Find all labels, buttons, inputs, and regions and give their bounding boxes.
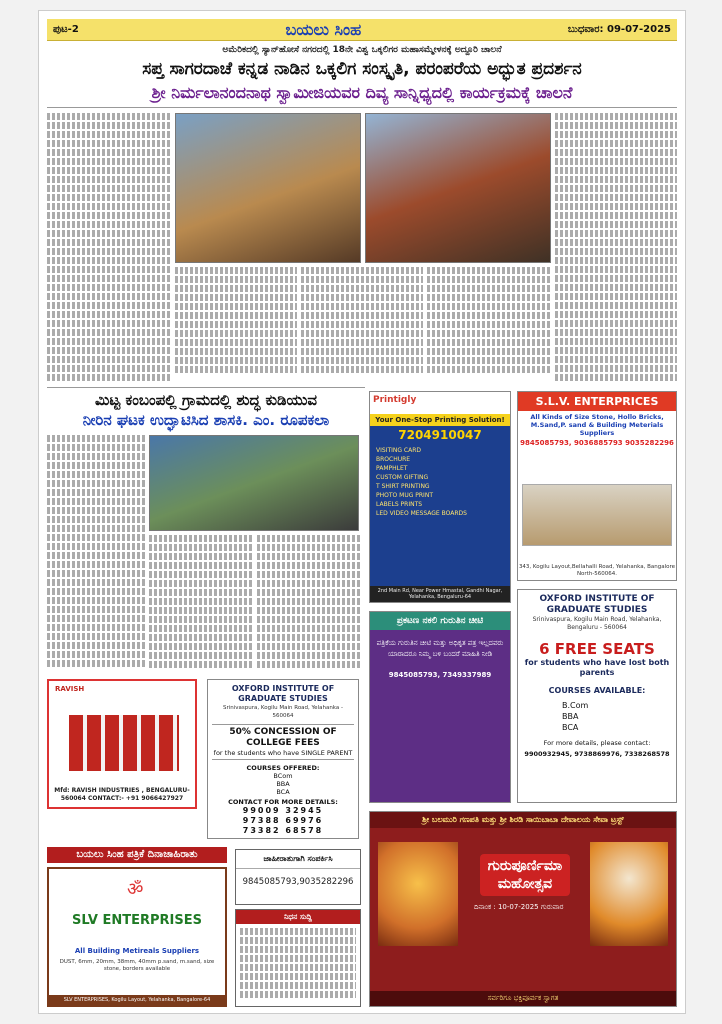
article-column xyxy=(47,435,145,671)
notice-body xyxy=(370,630,510,689)
list-item: BROCHURE xyxy=(376,456,411,463)
slv-footer: SLV ENTERPRISES, Kogilu Layout, Yelahanka, Bangalore-64 xyxy=(49,995,225,1005)
slv-enterprises-bottom-advertisement xyxy=(47,867,227,1007)
printing-advertisement xyxy=(369,391,511,603)
festival-title: ಗುರುಪೂರ್ಣಿಮಾ ಮಹೋತ್ಸವ xyxy=(480,854,570,896)
oxford-advertisement xyxy=(517,589,677,803)
contact-number: 99009 32945 xyxy=(242,806,324,815)
ganesha-image xyxy=(378,842,458,946)
om-icon: ॐ xyxy=(127,879,144,900)
top-story-headline: ಸಪ್ತ ಸಾಗರದಾಚೆ ಕನ್ನಡ ನಾಡಿನ ಒಕ್ಕಲಿಗ ಸಂಸ್ಕೃತಿ, ಪರಂಪರೆಯ ಅದ್ಭುತ ಪ್ರದರ್ಶನ xyxy=(142,59,582,79)
oxford-contact-head: For more details, please contact: xyxy=(543,739,651,747)
paper-title: ಬಯಲು ಸಿಂಹ xyxy=(285,19,362,39)
list-item: CUSTOM GIFTING xyxy=(376,474,429,481)
divider xyxy=(47,107,677,108)
top-story-subheadline: ಶ್ರೀ ನಿರ್ಮಲಾನಂದನಾಥ ಸ್ವಾಮೀಜಿಯವರ ದಿವ್ಯ ಸಾನ್ನಿಧ್ಯದಲ್ಲಿ ಕಾರ್ಯಕ್ರಮಕ್ಕೆ ಚಾಲನೆ xyxy=(151,83,573,102)
newspaper-page xyxy=(38,10,686,1014)
festival-date: ದಿನಾಂಕ : 10-07-2025 ಗುರುವಾರ xyxy=(474,903,564,911)
concession-offer: 50% CONCESSION OF COLLEGE FEES xyxy=(229,727,337,748)
contact-number: 73382 68578 xyxy=(242,826,324,835)
ravish-logo: RAVISH xyxy=(55,685,85,693)
notice-phones: 9845085793, 7349337989 xyxy=(388,671,492,679)
article-column xyxy=(47,113,171,383)
oxford-offer: 6 FREE SEATS xyxy=(539,640,655,658)
list-item: PAMPHLET xyxy=(376,465,408,472)
news-photo xyxy=(149,435,359,531)
article-column xyxy=(555,113,677,383)
list-item: BCom xyxy=(273,772,293,780)
article-column xyxy=(149,535,253,671)
list-item: BCA xyxy=(562,723,579,732)
advertise-contact-box xyxy=(235,849,361,905)
ravish-footer: Mfd: RAVISH INDUSTRIES , BENGALURU-560064 CONTACT:- +91 9066427927 xyxy=(54,787,190,802)
construction-photo xyxy=(522,484,672,546)
oxford-address: Srinivaspura, Kogilu Main Road, Yelahanka - 560064 xyxy=(223,705,343,719)
notice-heading: ಪ್ರಕಟಣ ನಕಲಿ ಗುರುತಿನ ಚೀಟಿ xyxy=(370,612,510,630)
fake-id-notice xyxy=(369,611,511,803)
list-item: B.Com xyxy=(562,701,589,710)
slv-name: SLV ENTERPRISES xyxy=(72,913,202,928)
obituary-text xyxy=(236,924,360,1004)
contact-number: 97388 69976 xyxy=(242,816,324,825)
list-item: LED VIDEO MESSAGE BOARDS xyxy=(376,510,467,517)
article-column xyxy=(427,267,551,383)
list-item: BBA xyxy=(562,712,579,721)
guru-purnima-advertisement xyxy=(369,811,677,1007)
issue-date: ಬುಧವಾರ: 09-07-2025 xyxy=(567,24,671,35)
list-item: VISITING CARD xyxy=(376,447,422,454)
slv-subtitle: All Building Metireals Suppliers xyxy=(74,947,200,955)
list-item: T SHIRT PRINTING xyxy=(376,483,430,490)
oxford-courses-head: COURSES AVAILABLE: xyxy=(548,686,646,695)
printigly-logo: Printigly xyxy=(370,392,510,414)
advertise-heading: ಜಾಹೀರಾತುಗಾಗಿ ಸಂಪರ್ಕಿಸಿ xyxy=(236,850,360,869)
masthead xyxy=(47,19,677,41)
oxford-contacts: 9900932945, 9738869976, 7338268578 xyxy=(524,750,670,758)
page-number: ಪುಟ-2 xyxy=(53,24,79,35)
advertisement-banner: ಬಯಲು ಸಿಂಹ ಪತ್ರಿಕೆ ದಿನಾಜಾಹಿರಾತು xyxy=(47,847,227,863)
oxford-title: OXFORD INSTITUTE OF GRADUATE STUDIES xyxy=(231,684,335,703)
article-column xyxy=(175,267,297,383)
notice-text: ಪತ್ರಿಕೆಯ ಗುರುತಿನ ಚೀಟಿ ಮತ್ತು ಅಧಿಕೃತ ಪತ್ರ ಇಲ್ಲದವರು ಯಾರಾದರೂ ನಿಮ್ಮ ಬಳಿ ಬಂದರೆ ಮಾಹಿತಿ ನೀಡಿ xyxy=(376,639,504,658)
news-photo xyxy=(175,113,361,263)
oxford-offer-sub: for students who have lost both parents xyxy=(524,658,670,677)
printing-services-list xyxy=(370,444,510,520)
product-bottles-image xyxy=(69,715,179,771)
oxford-concession-advertisement xyxy=(207,679,359,839)
slv-address: 343, Kogilu Layout,Bellahalli Road, Yelahanka, Bangalore North-560064. xyxy=(518,564,676,577)
list-item: PHOTO MUG PRINT xyxy=(376,492,433,499)
slv-phones: 9845085793, 9036885793 9035282296 xyxy=(520,439,674,447)
slv-products: All Kinds of Size Stone, Hollo Bricks, M.Sand,P. sand & Building Meterials Suppliers xyxy=(530,413,664,437)
printing-tagline: Your One-Stop Printing Solution! xyxy=(370,414,510,426)
list-item: LABELS PRINTS xyxy=(376,501,423,508)
article-column xyxy=(301,267,423,383)
oxford-address: Srinivaspura, Kogilu Main Road, Yelahanka, Bengaluru - 560064 xyxy=(532,616,662,631)
oxford-title: OXFORD INSTITUTE OF GRADUATE STUDIES xyxy=(539,594,655,615)
contact-head: CONTACT FOR MORE DETAILS: xyxy=(228,798,338,806)
slv-items: DUST, 6mm, 20mm, 38mm, 40mm p.sand, m.sand, size stone, borders available xyxy=(59,959,215,972)
slv-enterprises-advertisement xyxy=(517,391,677,581)
sai-baba-image xyxy=(590,842,668,946)
oxford-courses xyxy=(562,700,672,733)
article-column xyxy=(257,535,361,671)
obituary-box xyxy=(235,909,361,1007)
printing-phone: 7204910047 xyxy=(398,428,482,442)
festival-welcome: ಸರ್ವರಿಗೂ ಭಕ್ತಿಪೂರ್ವಕ ಸ್ವಾಗತ xyxy=(370,991,676,1006)
ravish-advertisement xyxy=(47,679,197,809)
slv-name: S.L.V. ENTERPRICES xyxy=(518,392,676,411)
advertise-phones: 9845085793,9035282296 xyxy=(242,877,354,887)
top-story-kicker: ಅಮೆರಿಕದಲ್ಲಿ ಸ್ಯಾನ್‌ಹೋಸೆ ನಗರದಲ್ಲಿ 18ನೇ ವಿಶ್ವ ಒಕ್ಕಲಿಗರ ಮಹಾಸಮ್ಮೇಳನಕ್ಕೆ ಅದ್ದೂರಿ ಚಾಲನೆ xyxy=(222,45,502,55)
temple-trust-name: ಶ್ರೀ ಬಲಮುರಿ ಗಣಪತಿ ಮತ್ತು ಶ್ರೀ ಶಿರಡಿ ಸಾಯಿಬಾಬಾ ದೇವಾಲಯ ಸೇವಾ ಟ್ರಸ್ಟ್ xyxy=(370,812,676,828)
news-photo xyxy=(365,113,551,263)
list-item: BBA xyxy=(276,780,290,788)
second-story-subheadline: ನೀರಿನ ಘಟಕ ಉದ್ಘಾಟಿಸಿದ ಶಾಸಕಿ. ಎಂ. ರೂಪಕಲಾ xyxy=(82,411,330,429)
second-story-headline: ಮಿಟ್ಟ ಕಂಬಂಪಲ್ಲಿ ಗ್ರಾಮದಲ್ಲಿ ಶುದ್ಧ ಕುಡಿಯುವ xyxy=(95,391,317,409)
obituary-heading: ನಿಧನ ಸುದ್ದಿ xyxy=(236,910,360,924)
printing-address: 2nd Main Rd, Near Power Hmastal, Gandhi Nagar, Yelahanka, Bengaluru-64 xyxy=(370,586,510,602)
concession-sub: for the students who have SINGLE PARENT xyxy=(213,749,353,757)
courses-offered-head: COURSES OFFERED: xyxy=(246,764,320,772)
divider xyxy=(47,387,365,388)
list-item: BCA xyxy=(276,788,290,796)
